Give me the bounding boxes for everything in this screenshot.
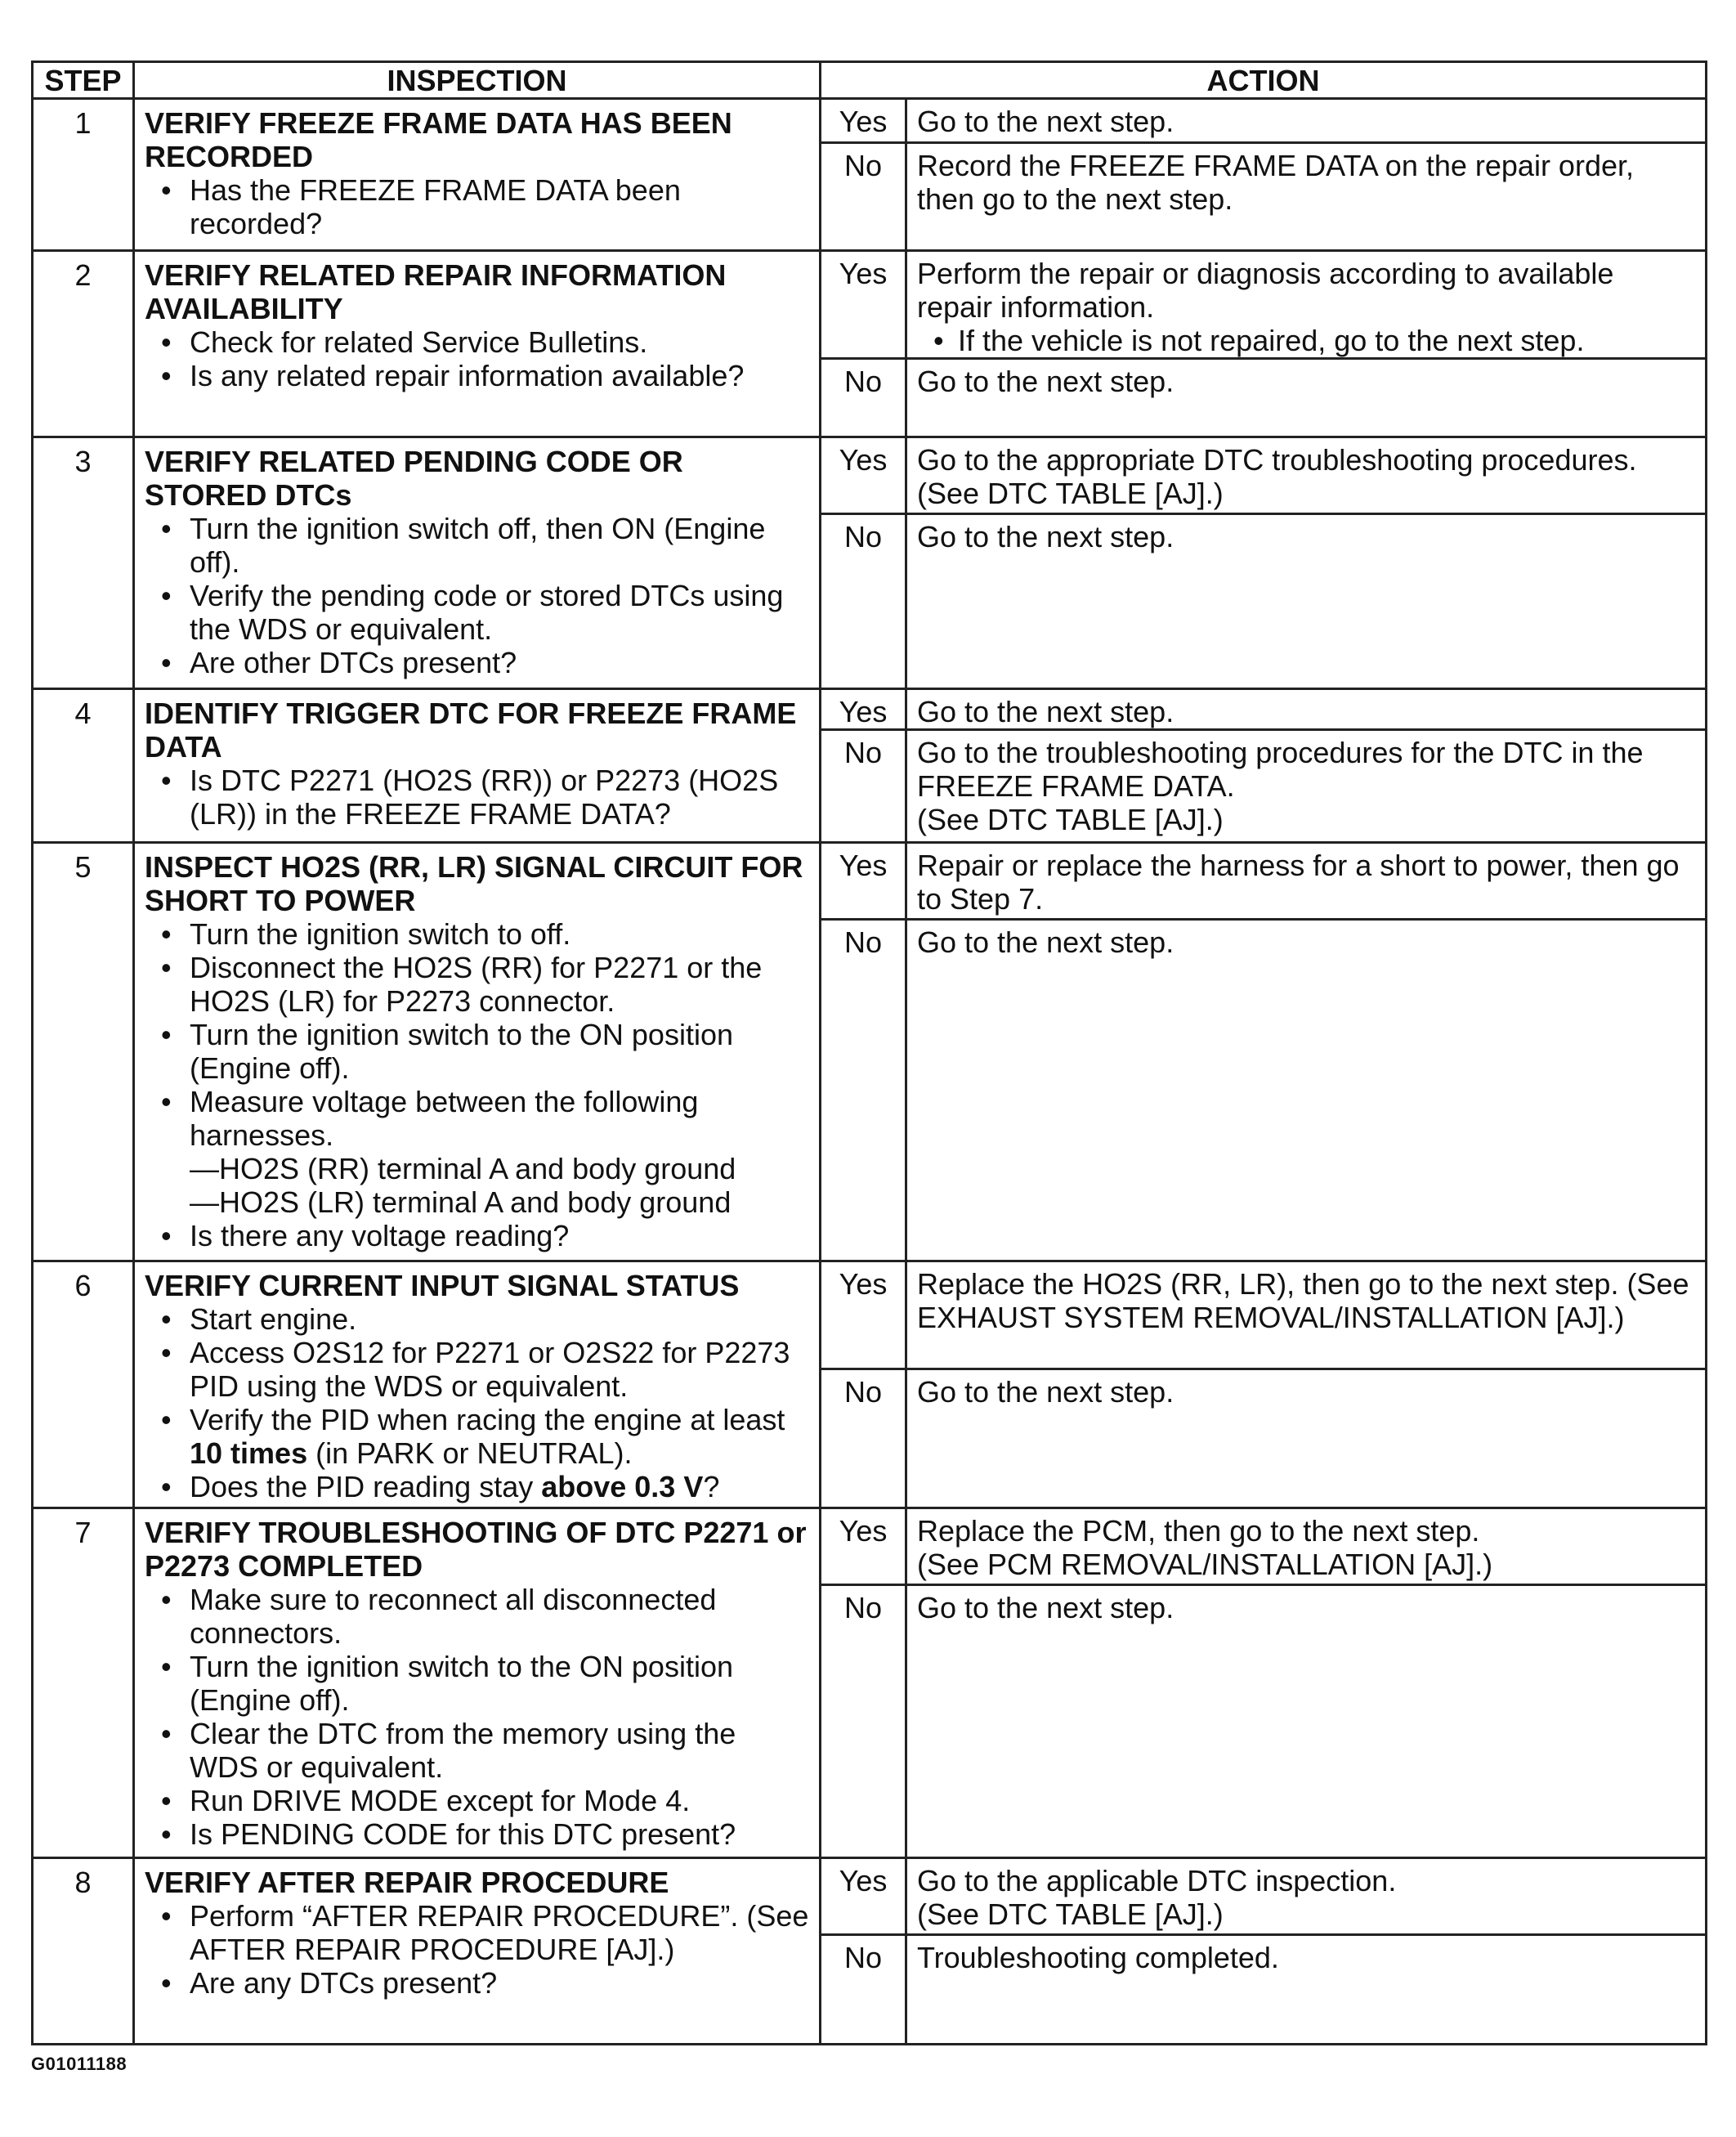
dash-item: — HO2S (RR) terminal A and body ground [190,1152,809,1185]
table-row [33,99,1707,143]
inspection-bullet: • Is PENDING CODE for this DTC present? [145,1817,809,1851]
step-number: 5 [33,843,134,1261]
inspection-bullet [145,1470,809,1503]
bullet-emphasis: above 0.3 V [541,1470,704,1503]
action-text: Go to the applicable DTC inspection. [917,1864,1397,1897]
table-header-row [33,62,1707,99]
bullet-text: Measure voltage between the following harnesses. [190,1085,699,1152]
dash-item: — HO2S (LR) terminal A and body ground [190,1185,809,1219]
inspection-bullet: • Is any related repair information available? [145,359,809,392]
action-yes [906,1508,1707,1585]
bullet-text: ? [703,1470,720,1503]
yes-label: Yes [821,1508,906,1585]
troubleshooting-table [31,60,1707,2045]
inspection-bullet: • Run DRIVE MODE except for Mode 4. [145,1784,809,1817]
action-text: Perform the repair or diagnosis according to available repair information. [917,257,1614,324]
action-yes: Replace the HO2S (RR, LR), then go to the next step. (See EXHAUST SYSTEM REMOVAL/INSTALLATION [AJ].) [906,1261,1707,1369]
action-no: Troubleshooting completed. [906,1935,1707,2045]
header-inspection: INSPECTION [134,62,821,99]
no-label: No [821,920,906,1261]
inspection-bullet: • Check for related Service Bulletins. [145,325,809,359]
action-no [906,730,1707,843]
no-label: No [821,730,906,843]
inspection-list [145,173,809,240]
step-number: 1 [33,99,134,251]
inspection-list [145,512,809,679]
header-step: STEP [33,62,134,99]
inspection-title: VERIFY FREEZE FRAME DATA HAS BEEN RECORDED [145,106,732,173]
yes-label: Yes [821,843,906,920]
action-text: Go to the troubleshooting procedures for the DTC in the FREEZE FRAME DATA. [917,736,1644,803]
yes-label: Yes [821,1858,906,1935]
inspection-title: VERIFY RELATED REPAIR INFORMATION AVAILABILITY [145,258,727,325]
action-no: Go to the next step. [906,920,1707,1261]
inspection-bullet: • Has the FREEZE FRAME DATA been recorded? [145,173,809,240]
inspection-title: VERIFY RELATED PENDING CODE OR STORED DTCs [145,445,683,512]
action-no: Record the FREEZE FRAME DATA on the repair order, then go to the next step. [906,143,1707,251]
inspection-bullet: • Are other DTCs present? [145,646,809,679]
table-row [33,437,1707,514]
action-reference: (See DTC TABLE [AJ].) [917,1897,1224,1931]
no-label: No [821,1369,906,1508]
inspection-title: VERIFY AFTER REPAIR PROCEDURE [145,1866,669,1899]
action-no: Go to the next step. [906,1585,1707,1858]
inspection-bullet: • Are any DTCs present? [145,1966,809,2000]
inspection-list [145,764,809,831]
action-reference: (See PCM REMOVAL/INSTALLATION [AJ].) [917,1548,1493,1581]
step-number: 4 [33,689,134,843]
yes-label: Yes [821,1261,906,1369]
step-number: 6 [33,1261,134,1508]
step-number: 8 [33,1858,134,2045]
action-bullet: • If the vehicle is not repaired, go to the next step. [917,324,1695,357]
action-yes: Repair or replace the harness for a short to power, then go to Step 7. [906,843,1707,920]
inspection-bullet: • Turn the ignition switch to the ON position (Engine off). [145,1018,809,1085]
inspection-bullet: • Disconnect the HO2S (RR) for P2271 or the HO2S (LR) for P2273 connector. [145,951,809,1018]
inspection-list [145,325,809,392]
inspection-bullet: • Perform “AFTER REPAIR PROCEDURE”. (See AFTER REPAIR PROCEDURE [AJ].) [145,1899,809,1966]
inspection-title: VERIFY CURRENT INPUT SIGNAL STATUS [145,1269,740,1302]
table-row [33,251,1707,359]
inspection-title: VERIFY TROUBLESHOOTING OF DTC P2271 or P2273 COMPLETED [145,1516,807,1583]
inspection-bullet: • Make sure to reconnect all disconnected connectors. [145,1583,809,1650]
inspection-bullet: • Access O2S12 for P2271 or O2S22 for P2273 PID using the WDS or equivalent. [145,1336,809,1403]
action-no: Go to the next step. [906,514,1707,689]
step-number: 3 [33,437,134,689]
table-row [33,843,1707,920]
figure-id: G01011188 [31,2054,128,2074]
inspection-bullet [145,1085,809,1219]
inspection-bullet: • Is there any voltage reading? [145,1219,809,1252]
action-no: Go to the next step. [906,359,1707,437]
inspection-bullet [145,1403,809,1470]
action-list [917,324,1695,357]
inspection-list [145,1583,809,1851]
yes-label: Yes [821,437,906,514]
inspection-bullet: • Turn the ignition switch to off. [145,917,809,951]
no-label: No [821,1585,906,1858]
no-label: No [821,143,906,251]
action-reference: (See DTC TABLE [AJ].) [917,803,1224,836]
no-label: No [821,1935,906,2045]
bullet-text: Verify the PID when racing the engine at least [190,1403,785,1436]
inspection-list [145,1302,809,1503]
inspection-cell [134,1261,821,1508]
table-row [33,1858,1707,1935]
no-label: No [821,359,906,437]
no-label: No [821,514,906,689]
inspection-list [145,917,809,1252]
inspection-cell [134,1508,821,1858]
inspection-bullet: • Verify the pending code or stored DTCs using the WDS or equivalent. [145,579,809,646]
action-no: Go to the next step. [906,1369,1707,1508]
inspection-cell [134,1858,821,2045]
inspection-bullet: • Start engine. [145,1302,809,1336]
inspection-cell [134,99,821,251]
table-row [33,1508,1707,1585]
inspection-title: IDENTIFY TRIGGER DTC FOR FREEZE FRAME DATA [145,697,797,764]
inspection-title: INSPECT HO2S (RR, LR) SIGNAL CIRCUIT FOR SHORT TO POWER [145,850,803,917]
inspection-bullet: • Turn the ignition switch off, then ON (Engine off). [145,512,809,579]
bullet-text: (in PARK or NEUTRAL). [307,1436,633,1470]
bullet-text: Does the PID reading stay [190,1470,542,1503]
inspection-cell [134,251,821,437]
action-yes: Go to the appropriate DTC troubleshooting procedures. (See DTC TABLE [AJ].) [906,437,1707,514]
inspection-cell [134,437,821,689]
action-yes: Go to the next step. [906,99,1707,143]
inspection-list [145,1899,809,2000]
table-row [33,689,1707,730]
yes-label: Yes [821,251,906,359]
action-text: Replace the PCM, then go to the next step. [917,1514,1480,1548]
step-number: 7 [33,1508,134,1858]
inspection-cell [134,843,821,1261]
table-row [33,1261,1707,1369]
action-yes: Go to the next step. [906,689,1707,730]
action-yes [906,251,1707,359]
inspection-bullet: • Clear the DTC from the memory using the WDS or equivalent. [145,1717,809,1784]
bullet-emphasis: 10 times [190,1436,308,1470]
action-yes [906,1858,1707,1935]
header-action: ACTION [821,62,1707,99]
yes-label: Yes [821,99,906,143]
yes-label: Yes [821,689,906,730]
inspection-bullet: • Turn the ignition switch to the ON position (Engine off). [145,1650,809,1717]
inspection-bullet: • Is DTC P2271 (HO2S (RR)) or P2273 (HO2S (LR)) in the FREEZE FRAME DATA? [145,764,809,831]
step-number: 2 [33,251,134,437]
inspection-cell [134,689,821,843]
